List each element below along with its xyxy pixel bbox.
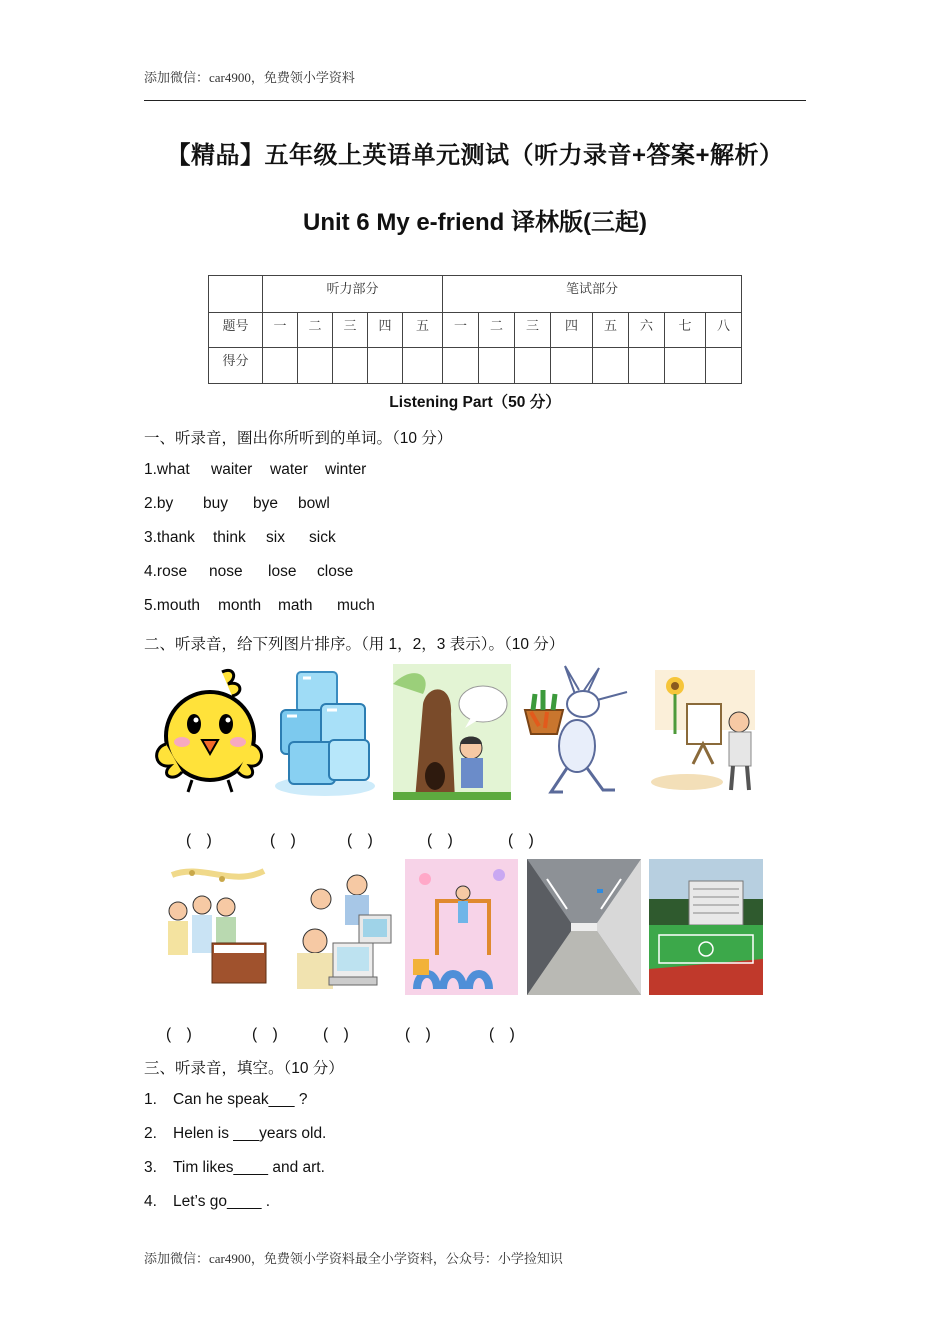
music-class-picture xyxy=(152,859,269,995)
score-cell[interactable] xyxy=(479,348,515,384)
writing-num: 一 xyxy=(443,313,479,348)
word-option[interactable]: think xyxy=(213,529,246,546)
section2-title: 二、听录音，给下列图片排序。（用 1，2，3 表示）。（10 分） xyxy=(144,636,565,653)
score-cell[interactable] xyxy=(629,348,665,384)
school-field-photo xyxy=(649,859,763,995)
answer-paren[interactable]: ( ) xyxy=(508,832,534,849)
painting-picture xyxy=(647,664,762,800)
page-subtitle: Unit 6 My e-friend 译林版(三起) xyxy=(302,209,647,236)
fill-item-text[interactable]: Can he speak___ ? xyxy=(173,1091,308,1108)
fill-item-number: 3. xyxy=(144,1159,157,1176)
header-rule xyxy=(144,100,806,101)
section1-title: 一、听录音，圈出你所听到的单词。（10 分） xyxy=(144,430,453,447)
computer-room-picture xyxy=(281,859,395,995)
word-option[interactable]: sick xyxy=(309,529,336,546)
chick-picture xyxy=(152,664,267,800)
fill-item xyxy=(144,1193,270,1211)
answer-paren[interactable]: ( ) xyxy=(405,1026,431,1043)
word-option[interactable]: close xyxy=(317,563,354,580)
fill-item xyxy=(144,1159,325,1177)
score-cell[interactable] xyxy=(263,348,298,384)
word-row xyxy=(144,563,353,581)
word-option[interactable]: 5.mouth xyxy=(144,597,201,614)
corridor-photo xyxy=(527,859,641,995)
answer-paren[interactable]: ( ) xyxy=(166,1026,192,1043)
writing-num: 六 xyxy=(629,313,665,348)
fill-item xyxy=(144,1125,326,1143)
word-option[interactable]: waiter xyxy=(211,461,253,478)
writing-num: 三 xyxy=(515,313,551,348)
score-cell[interactable] xyxy=(515,348,551,384)
tree-boy-picture xyxy=(393,664,511,800)
answer-paren[interactable]: ( ) xyxy=(270,832,296,849)
section3-title: 三、听录音，填空。（10 分） xyxy=(144,1060,344,1077)
rabbit-carrots-picture xyxy=(517,664,630,800)
row-question-label: 题号 xyxy=(209,313,263,348)
word-option[interactable]: month xyxy=(218,597,262,614)
listening-part-heading: Listening Part（50 分） xyxy=(389,394,561,411)
ice-picture xyxy=(267,664,380,800)
fill-item-number: 1. xyxy=(144,1091,157,1108)
answer-paren[interactable]: ( ) xyxy=(186,832,212,849)
fill-item-text[interactable]: Helen is ___years old. xyxy=(173,1125,327,1142)
word-row xyxy=(144,597,375,615)
score-cell[interactable] xyxy=(593,348,629,384)
listening-num: 四 xyxy=(368,313,403,348)
writing-num: 七 xyxy=(665,313,706,348)
word-option[interactable]: winter xyxy=(325,461,367,478)
row-score-label: 得分 xyxy=(209,348,263,384)
word-option[interactable]: 1.what xyxy=(144,461,190,478)
writing-label: 笔试部分 xyxy=(443,276,742,313)
score-cell[interactable] xyxy=(551,348,593,384)
writing-num: 八 xyxy=(706,313,742,348)
fill-item-text[interactable]: Tim likes____ and art. xyxy=(173,1159,325,1176)
word-option[interactable]: much xyxy=(337,597,375,614)
word-option[interactable]: 4.rose xyxy=(144,563,188,580)
answer-paren[interactable]: ( ) xyxy=(323,1026,349,1043)
word-option[interactable]: bye xyxy=(253,495,278,512)
fill-item-text[interactable]: Let’s go____ . xyxy=(173,1193,271,1210)
answer-paren[interactable]: ( ) xyxy=(252,1026,278,1043)
footer-note: 添加微信：car4900，免费领小学资料最全小学资料，公众号：小学捡知识 xyxy=(144,1251,563,1266)
score-table xyxy=(208,275,742,384)
word-row xyxy=(144,495,330,513)
word-option[interactable]: 3.thank xyxy=(144,529,195,546)
playroom-picture xyxy=(405,859,518,995)
writing-num: 四 xyxy=(551,313,593,348)
score-table-corner xyxy=(209,276,263,313)
fill-item xyxy=(144,1091,307,1109)
word-row xyxy=(144,529,336,547)
word-option[interactable]: six xyxy=(266,529,285,546)
writing-num: 二 xyxy=(479,313,515,348)
word-row xyxy=(144,461,366,479)
word-option[interactable]: nose xyxy=(209,563,243,580)
fill-item-number: 2. xyxy=(144,1125,157,1142)
answer-paren[interactable]: ( ) xyxy=(427,832,453,849)
word-option[interactable]: 2.by xyxy=(144,495,174,512)
listening-num: 三 xyxy=(333,313,368,348)
score-cell[interactable] xyxy=(443,348,479,384)
answer-paren[interactable]: ( ) xyxy=(489,1026,515,1043)
listening-label: 听力部分 xyxy=(263,276,443,313)
word-option[interactable]: water xyxy=(270,461,308,478)
answer-paren[interactable]: ( ) xyxy=(347,832,373,849)
word-option[interactable]: lose xyxy=(268,563,297,580)
word-option[interactable]: bowl xyxy=(298,495,330,512)
score-cell[interactable] xyxy=(333,348,368,384)
listening-num: 一 xyxy=(263,313,298,348)
score-cell[interactable] xyxy=(403,348,443,384)
score-cell[interactable] xyxy=(706,348,742,384)
score-cell[interactable] xyxy=(368,348,403,384)
header-note: 添加微信：car4900，免费领小学资料 xyxy=(144,70,355,85)
fill-item-number: 4. xyxy=(144,1193,157,1210)
word-option[interactable]: math xyxy=(278,597,313,614)
listening-num: 五 xyxy=(403,313,443,348)
score-cell[interactable] xyxy=(665,348,706,384)
writing-num: 五 xyxy=(593,313,629,348)
page-title: 【精品】五年级上英语单元测试（听力录音+答案+解析） xyxy=(166,142,784,169)
word-option[interactable]: buy xyxy=(203,495,228,512)
score-cell[interactable] xyxy=(298,348,333,384)
listening-num: 二 xyxy=(298,313,333,348)
